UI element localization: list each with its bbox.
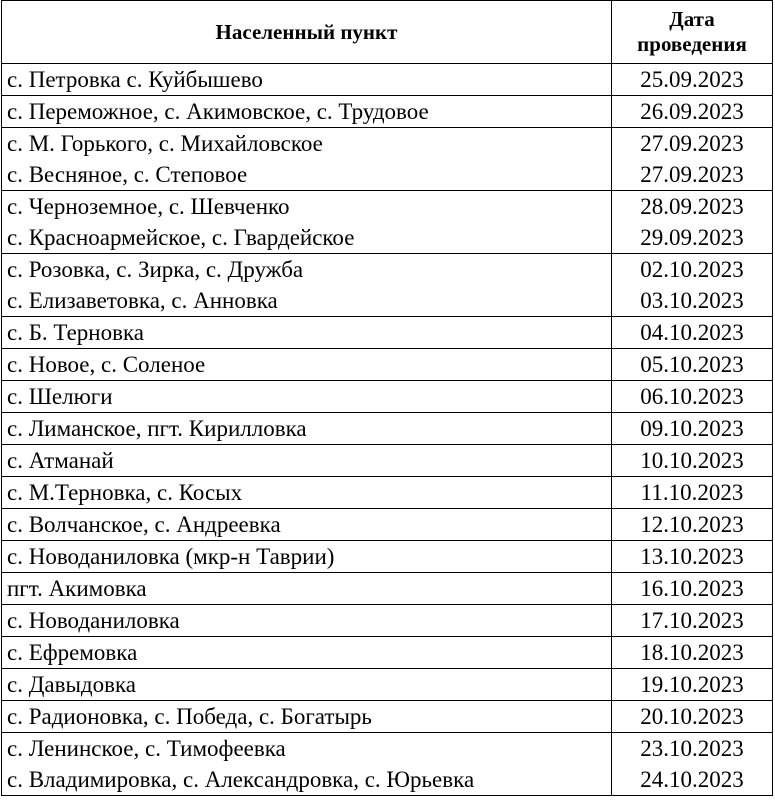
table-row bbox=[2, 669, 773, 701]
table-row bbox=[2, 222, 773, 254]
place-cell: с. Б. Терновка bbox=[2, 317, 612, 349]
place-cell: с. Красноармейское, с. Гвардейское bbox=[2, 222, 612, 254]
place-cell: с. Волчанское, с. Андреевка bbox=[2, 509, 612, 541]
table-row bbox=[2, 605, 773, 637]
date-cell: 13.10.2023 bbox=[612, 541, 773, 573]
date-cell: 02.10.2023 bbox=[612, 254, 773, 286]
place-cell: с. Черноземное, с. Шевченко bbox=[2, 191, 612, 223]
table-row bbox=[2, 381, 773, 413]
table-row bbox=[2, 445, 773, 477]
place-cell: с. Розовка, с. Зирка, с. Дружба bbox=[2, 254, 612, 286]
table-row bbox=[2, 254, 773, 286]
place-cell: с. Елизаветовка, с. Анновка bbox=[2, 285, 612, 317]
table-row bbox=[2, 477, 773, 509]
date-cell: 04.10.2023 bbox=[612, 317, 773, 349]
place-cell: с. Петровка с. Куйбышево bbox=[2, 64, 612, 96]
date-cell: 27.09.2023 bbox=[612, 159, 773, 191]
date-cell: 06.10.2023 bbox=[612, 381, 773, 413]
date-cell: 29.09.2023 bbox=[612, 222, 773, 254]
header-date-line1: Дата bbox=[669, 7, 715, 31]
table-row bbox=[2, 159, 773, 191]
place-cell: пгт. Акимовка bbox=[2, 573, 612, 605]
date-cell: 11.10.2023 bbox=[612, 477, 773, 509]
table-row bbox=[2, 64, 773, 96]
date-cell: 12.10.2023 bbox=[612, 509, 773, 541]
table-row bbox=[2, 509, 773, 541]
table-row bbox=[2, 285, 773, 317]
place-cell: с. Ефремовка bbox=[2, 637, 612, 669]
table-row bbox=[2, 191, 773, 223]
table-row bbox=[2, 541, 773, 573]
date-cell: 18.10.2023 bbox=[612, 637, 773, 669]
table-row bbox=[2, 637, 773, 669]
table-row bbox=[2, 701, 773, 733]
table-row bbox=[2, 573, 773, 605]
date-cell: 24.10.2023 bbox=[612, 764, 773, 796]
table-row bbox=[2, 733, 773, 765]
header-date-line2: проведения bbox=[637, 32, 747, 56]
header-place: Населенный пункт bbox=[2, 1, 612, 64]
table-row bbox=[2, 317, 773, 349]
table-row bbox=[2, 128, 773, 160]
date-cell: 05.10.2023 bbox=[612, 349, 773, 381]
date-cell: 23.10.2023 bbox=[612, 733, 773, 765]
date-cell: 25.09.2023 bbox=[612, 64, 773, 96]
place-cell: с. Владимировка, с. Александровка, с. Юрьевка bbox=[2, 764, 612, 796]
schedule-table bbox=[1, 0, 773, 796]
date-cell: 09.10.2023 bbox=[612, 413, 773, 445]
header-row bbox=[2, 1, 773, 64]
date-cell: 10.10.2023 bbox=[612, 445, 773, 477]
header-date bbox=[612, 1, 773, 64]
place-cell: с. Новоданиловка (мкр-н Таврии) bbox=[2, 541, 612, 573]
table-row bbox=[2, 764, 773, 796]
place-cell: с. Давыдовка bbox=[2, 669, 612, 701]
place-cell: с. Новоданиловка bbox=[2, 605, 612, 637]
place-cell: с. Лиманское, пгт. Кирилловка bbox=[2, 413, 612, 445]
place-cell: с. Шелюги bbox=[2, 381, 612, 413]
place-cell: с. Переможное, с. Акимовское, с. Трудовое bbox=[2, 96, 612, 128]
date-cell: 20.10.2023 bbox=[612, 701, 773, 733]
place-cell: с. Ленинское, с. Тимофеевка bbox=[2, 733, 612, 765]
date-cell: 03.10.2023 bbox=[612, 285, 773, 317]
table-row bbox=[2, 413, 773, 445]
table-row bbox=[2, 96, 773, 128]
date-cell: 26.09.2023 bbox=[612, 96, 773, 128]
date-cell: 16.10.2023 bbox=[612, 573, 773, 605]
place-cell: с. Новое, с. Соленое bbox=[2, 349, 612, 381]
date-cell: 17.10.2023 bbox=[612, 605, 773, 637]
date-cell: 28.09.2023 bbox=[612, 191, 773, 223]
place-cell: с. Радионовка, с. Победа, с. Богатырь bbox=[2, 701, 612, 733]
place-cell: с. Атманай bbox=[2, 445, 612, 477]
place-cell: с. М.Терновка, с. Косых bbox=[2, 477, 612, 509]
table-row bbox=[2, 349, 773, 381]
date-cell: 19.10.2023 bbox=[612, 669, 773, 701]
place-cell: с. Весняное, с. Степовое bbox=[2, 159, 612, 191]
date-cell: 27.09.2023 bbox=[612, 128, 773, 160]
place-cell: с. М. Горького, с. Михайловское bbox=[2, 128, 612, 160]
